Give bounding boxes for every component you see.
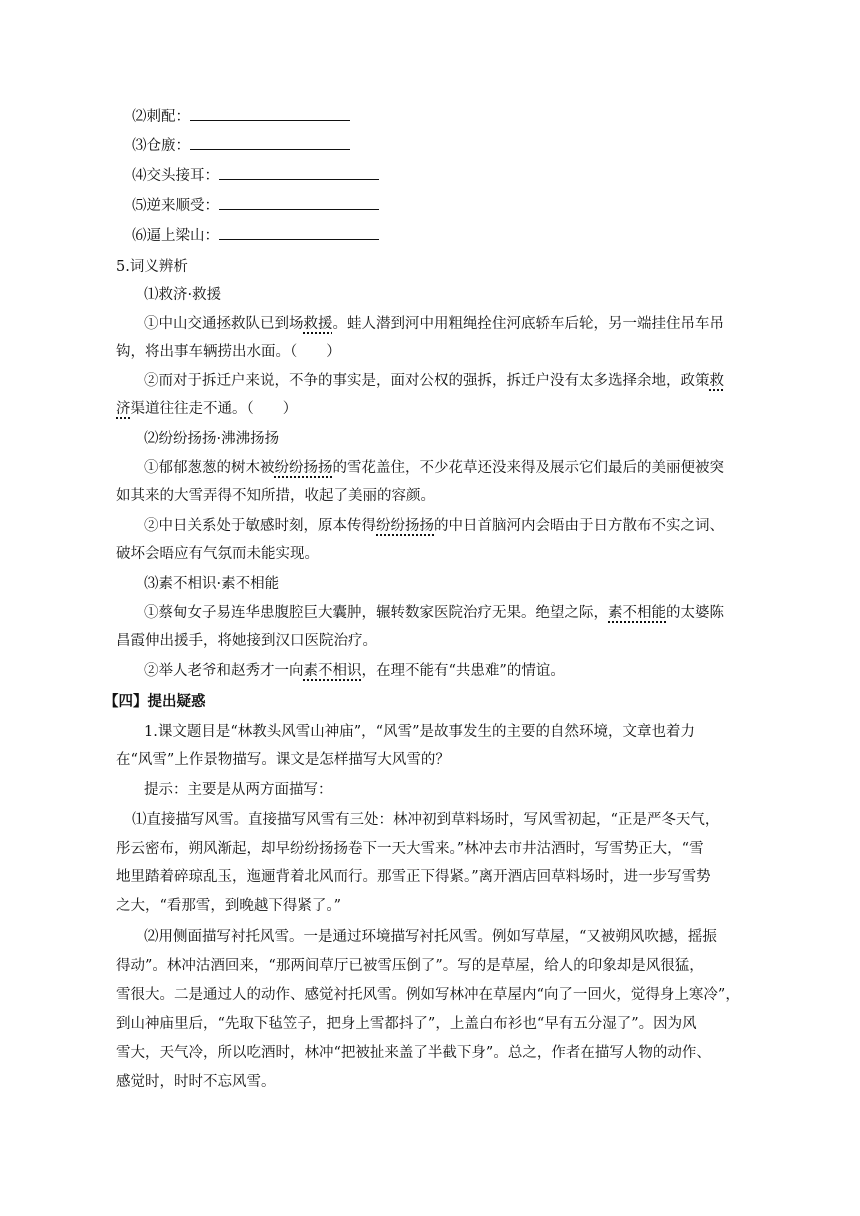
answer-blank[interactable]: [190, 104, 350, 121]
section-title: 5.词义辨析: [116, 259, 188, 275]
question-line: 1.课文题目是“林教头风雪山神庙”，“风雪”是故事发生的主要的自然环境，文章也着力: [144, 724, 695, 740]
term-label: ⑶仓廒：: [132, 138, 190, 154]
sentence-line: 钩，将出事车辆捞出水面。（ ）: [116, 344, 341, 360]
term-label: ⑵刺配：: [132, 109, 190, 125]
paragraph-line: ⑵用侧面描写衬托风雪。一是通过环境描写衬托风雪。例如写草屋，“又被朔风吹撼，摇振: [144, 929, 717, 945]
sentence-line: 如其来的大雪弄得不知所措，收起了美丽的容颜。: [116, 488, 435, 504]
answer-blank[interactable]: [190, 133, 350, 150]
marked-word: 救援: [303, 316, 333, 332]
term-line: [132, 133, 350, 157]
paragraph-line: 雪很大。二是通过人的动作、感觉衬托风雪。例如写林冲在草屋内“向了一回火，觉得身上寒冷”，: [116, 987, 740, 1003]
paragraph-line: 地里踏着碎琼乱玉，迤逦背着北风而行。那雪正下得紧。”离开酒店回草料场时，进一步写雪势: [116, 869, 711, 885]
group-title: ⑶素不相识·素不相能: [144, 576, 280, 592]
marked-word: 纷纷扬扬: [376, 518, 434, 534]
paragraph-line: 彤云密布，朔风渐起，却早纷纷扬扬卷下一天大雪来。”林冲去市井沽酒时，写雪势正大，“雪: [116, 841, 704, 857]
marked-word: 素不相识: [303, 663, 362, 679]
paragraph-line: 之大，“看那雪，到晚越下得紧了。”: [116, 898, 342, 914]
paragraph-line: 感觉时，时时不忘风雪。: [116, 1074, 276, 1090]
paragraph-line: 得动”。林冲沽酒回来，“那两间草厅已被雪压倒了”。写的是草屋，给人的印象却是风很猛，: [116, 958, 704, 974]
answer-blank[interactable]: [219, 223, 379, 240]
term-line: [132, 163, 379, 187]
group-title: ⑴救济·救援: [144, 287, 222, 303]
sentence-line: ①中山交通拯救队已到场救援。蛙人潜到河中用粗绳拴住河底轿车后轮，另一端挂住吊车吊: [144, 316, 724, 332]
sentence-line: ①蔡甸女子易连华患腹腔巨大囊肿，辗转数家医院治疗无果。绝望之际，素不相能的太婆陈: [144, 605, 724, 621]
term-line: [132, 223, 379, 247]
sentence-line: ②举人老爷和赵秀才一向素不相识，在理不能有“共患难”的情谊。: [144, 663, 565, 679]
term-line: [132, 104, 350, 128]
marked-word: 素不相能: [608, 605, 666, 621]
term-label: ⑸逆来顺受：: [132, 198, 219, 214]
term-label: ⑷交头接耳：: [132, 168, 219, 184]
answer-blank[interactable]: [219, 163, 379, 180]
sentence-line: 破坏会晤应有气氛而未能实现。: [116, 546, 319, 562]
marked-word: 救: [709, 373, 724, 389]
paragraph-line: 到山神庙里后，“先取下毡笠子，把身上雪都抖了”，上盖白布衫也“早有五分湿了”。因为风: [116, 1016, 697, 1032]
paragraph-line: 雪大，天气冷，所以吃酒时，林冲“把被扯来盖了半截下身”。总之，作者在描写人物的动作、: [116, 1045, 711, 1061]
group-title: ⑵纷纷扬扬·沸沸扬扬: [144, 431, 280, 447]
term-line: [132, 193, 379, 217]
sentence-line: ②中日关系处于敏感时刻，原本传得纷纷扬扬的中日首脑河内会晤由于日方散布不实之词、: [144, 518, 724, 534]
marked-word: 济: [116, 401, 131, 417]
section-title: 【四】提出疑惑: [104, 693, 206, 710]
question-line: 在“风雪”上作景物描写。课文是怎样描写大风雪的？: [116, 752, 450, 768]
sentence-line: ①郁郁葱葱的树木被纷纷扬扬的雪花盖住，不少花草还没来得及展示它们最后的美丽便被突: [144, 460, 724, 476]
term-label: ⑹逼上梁山：: [132, 228, 219, 244]
sentence-line: 昌霞伸出援手，将她接到汉口医院治疗。: [116, 633, 377, 649]
marked-word: 纷纷扬扬: [274, 460, 333, 476]
paragraph-line: ⑴直接描写风雪。直接描写风雪有三处：林冲初到草料场时，写风雪初起，“正是严冬天气，: [132, 812, 720, 828]
sentence-line: ②而对于拆迁户来说，不争的事实是，面对公权的强拆，拆迁户没有太多选择余地，政策救: [144, 373, 724, 389]
answer-blank[interactable]: [219, 193, 379, 210]
hint-line: 提示：主要是从两方面描写：: [144, 782, 333, 798]
sentence-line: 济渠道往往走不通。（ ）: [116, 401, 298, 417]
